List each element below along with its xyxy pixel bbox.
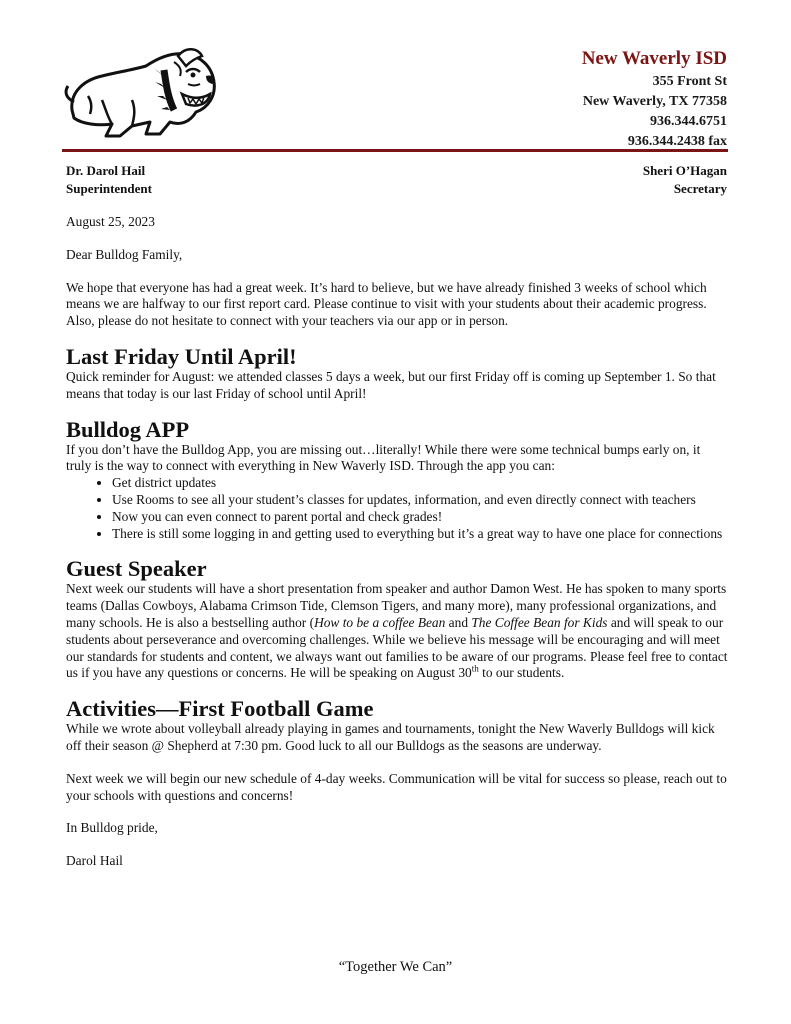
section-heading: Activities—First Football Game <box>66 696 374 722</box>
section-guest-speaker <box>66 556 728 682</box>
book-title: How to be a coffee Bean <box>314 614 446 630</box>
district-phone: 936.344.6751 <box>650 114 727 129</box>
superintendent-block <box>66 162 152 198</box>
section-paragraph: Quick reminder for August: we attended classes 5 days a week, but our first Friday off is coming up September 1. So that means that today is our last Friday of school until April! <box>66 368 716 401</box>
district-address: 355 Front St <box>652 74 727 89</box>
letter-signoff: In Bulldog pride, <box>66 820 158 836</box>
section-paragraph: If you don’t have the Bulldog App, you are missing out…literally! While there were some technical bumps early on, it truly is the way to connect with everything in New Waverly ISD. Through the app you can: <box>66 441 701 474</box>
district-name: New Waverly ISD <box>581 48 727 69</box>
list-item: • Now you can even connect to parent portal and check grades! <box>112 509 728 526</box>
header-divider <box>62 149 728 152</box>
section-last-friday <box>66 344 728 403</box>
section-heading: Guest Speaker <box>66 556 207 582</box>
secretary-name: Sheri O’Hagan <box>642 163 727 178</box>
secretary-block <box>643 162 727 198</box>
superintendent-title: Superintendent <box>66 181 152 196</box>
letter-body <box>66 214 728 870</box>
bulldog-mascot-icon <box>62 40 222 148</box>
letter-signature: Darol Hail <box>66 853 123 869</box>
superintendent-name: Dr. Darol Hail <box>66 163 146 178</box>
district-fax: 936.344.2438 fax <box>627 134 727 149</box>
district-contact-block <box>582 48 727 152</box>
list-item: • There is still some logging in and getting used to everything but it’s a great way to have one place for connections <box>112 526 728 543</box>
intro-paragraph: We hope that everyone has had a great week. It’s hard to believe, but we have already finished 3 weeks of school which means we are halfway to our first report card. Please continue to visit with your students about their academic progress. Also, please do not hesitate to connect with your teachers via our app or in person. <box>66 279 707 329</box>
section-heading: Bulldog APP <box>66 416 190 442</box>
section-paragraph: Next week our students will have a short presentation from speaker and author Damon West. He has spoken to many sports teams (Dallas Cowboys, Alabama Crimson Tide, Clemson Tigers, and many more), many professional organizations, and many schools. He is also a bestselling author (How to be a coffee Bean and The Coffee Bean for Kids and will speak to our students about perseverance and overcoming challenges. While we believe his message will be encouraging and will meet our standards for students and content, we always want out families to be aware of our programs. Please feel free to contact us if you have any questions or concerns. He will be speaking on August 30th to our students. <box>66 581 728 681</box>
letter-greeting: Dear Bulldog Family, <box>66 246 183 262</box>
section-activities <box>66 696 728 755</box>
section-heading: Last Friday Until April! <box>66 343 297 369</box>
section-paragraph: While we wrote about volleyball already playing in games and tournaments, tonight the New Waverly Bulldogs will kick off their season @ Shepherd at 7:30 pm. Good luck to all our Bulldogs as the seasons are underway. <box>66 721 715 753</box>
district-city: New Waverly, TX 77358 <box>582 94 727 109</box>
closing-paragraph: Next week we will begin our new schedule of 4-day weeks. Communication will be vital for success so please, reach out to your schools with questions and concerns! <box>66 770 727 803</box>
motto-footer: “Together We Can” <box>338 959 453 975</box>
secretary-title: Secretary <box>673 181 727 196</box>
app-features-list <box>66 475 728 542</box>
list-item: • Use Rooms to see all your student’s classes for updates, information, and even directly connect with teachers <box>112 492 728 509</box>
book-title: The Coffee Bean for Kids <box>471 614 608 630</box>
section-bulldog-app <box>66 417 728 543</box>
list-item: • Get district updates <box>112 475 728 492</box>
letter-date: August 25, 2023 <box>66 214 155 229</box>
